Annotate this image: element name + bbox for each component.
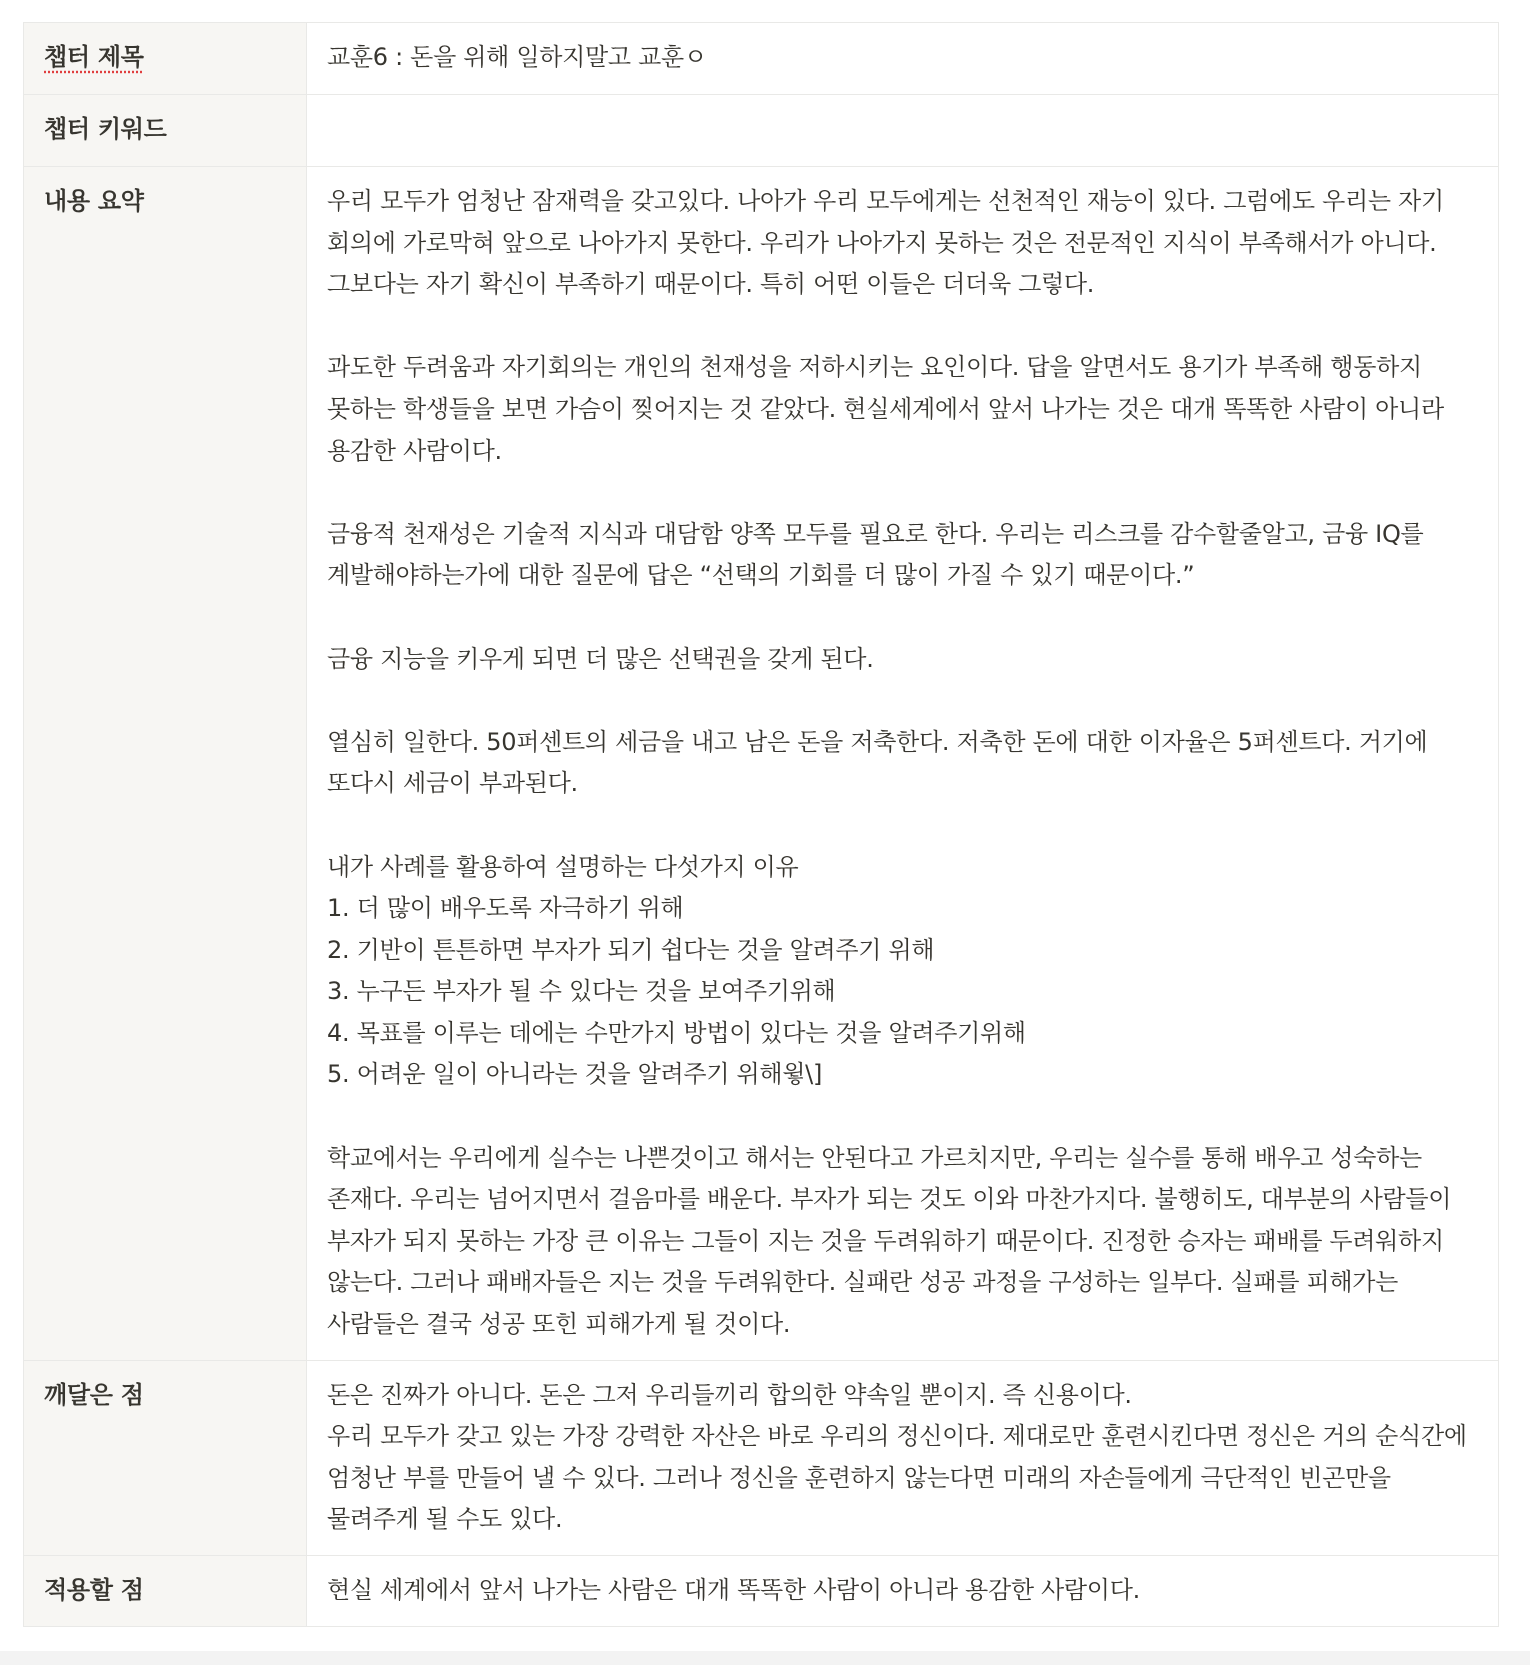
paragraph-gap [327, 805, 1480, 847]
application-value-cell[interactable] [307, 1556, 1499, 1627]
chapter-title-value: 교훈6 : 돈을 위해 일하지말고 교훈ㅇ [327, 43, 707, 71]
chapter-title-value-cell[interactable] [307, 23, 1499, 95]
summary-paragraph-4: 금융 지능을 키우게 되면 더 많은 선택권을 갖게 된다. [327, 644, 874, 673]
chapter-title-label [24, 23, 307, 95]
summary-list-item-1: 1. 더 많이 배우도록 자극하기 위해 [327, 894, 684, 923]
summary-list-item-2: 2. 기반이 튼튼하면 부자가 되기 쉽다는 것을 알려주기 위해 [327, 935, 935, 964]
paragraph-gap [327, 472, 1480, 514]
summary-paragraph-1: 우리 모두가 엄청난 잠재력을 갖고있다. 나아가 우리 모두에게는 선천적인 재능이 있다. 그럼에도 우리는 자기 회의에 가로막혀 앞으로 나아가지 못한다. 우리가 나아가지 못하는 것은 전문적인 지식이 부족해서가 아니다. 그보다는 자기 확신이 부족하기 때문이다. 특히 어떤 이들은 더더욱 그렇다. [327, 187, 1452, 299]
chapter-keyword-label [24, 95, 307, 167]
chapter-notes-table [23, 22, 1499, 1627]
table-row-summary [24, 167, 1499, 1361]
summary-paragraph-5: 열심히 일한다. 50퍼센트의 세금을 내고 남은 돈을 저축한다. 저축한 돈에 대한 이자율은 5퍼센트다. 거기에 또다시 세금이 부과된다. [327, 727, 1435, 798]
summary-list-intro: 내가 사례를 활용하여 설명하는 다섯가지 이유 [327, 852, 799, 881]
realization-label-text: 깨달은 점 [44, 1380, 144, 1409]
summary-list-item-3: 3. 누구든 부자가 될 수 있다는 것을 보여주기위해 [327, 977, 836, 1006]
realization-value-cell[interactable] [307, 1360, 1499, 1555]
summary-value-cell[interactable] [307, 167, 1499, 1361]
chapter-keyword-label-text: 챕터 키워드 [44, 115, 167, 143]
chapter-keyword-value-cell[interactable] [307, 95, 1499, 167]
application-label [24, 1556, 307, 1627]
paragraph-gap [327, 680, 1480, 722]
summary-paragraph-2: 과도한 두려움과 자기회의는 개인의 천재성을 저하시키는 요인이다. 답을 알면서도 용기가 부족해 행동하지 못하는 학생들을 보면 가슴이 찢어지는 것 같았다. 현실세계에서 앞서 나가는 것은 대개 똑똑한 사람이 아니라 용감한 사람이다. [327, 353, 1452, 465]
table-row-realization [24, 1360, 1499, 1555]
application-label-text: 적용할 점 [44, 1576, 144, 1604]
summary-label-text: 내용 요약 [44, 187, 144, 215]
realization-line-2: 우리 모두가 갖고 있는 가장 강력한 자산은 바로 우리의 정신이다. 제대로만 훈련시킨다면 정신은 거의 순식간에 엄청난 부를 만들어 낼 수 있다. 그러나 정신을 훈련하지 않는다면 미래의 자손들에게 극단적인 빈곤만을 물려주게 될 수도 있다. [327, 1422, 1475, 1534]
bottom-scroll-strip [0, 1651, 1530, 1665]
table-row-chapter-title [24, 23, 1499, 95]
realization-line-1: 돈은 진짜가 아니다. 돈은 그저 우리들끼리 합의한 약속일 뿐이지. 즉 신용이다. [327, 1380, 1132, 1409]
summary-paragraph-3: 금융적 천재성은 기술적 지식과 대담함 양쪽 모두를 필요로 한다. 우리는 리스크를 감수할줄알고, 금융 IQ를 계발해야하는가에 대한 질문에 답은 “선택의 기회를 더 많이 가질 수 있기 때문이다.” [327, 519, 1431, 590]
summary-label [24, 167, 307, 1361]
application-value: 현실 세계에서 앞서 나가는 사람은 대개 똑똑한 사람이 아니라 용감한 사람이다. [327, 1576, 1140, 1604]
realization-label [24, 1360, 307, 1555]
paragraph-gap [327, 1096, 1480, 1138]
table-row-application [24, 1556, 1499, 1627]
summary-closing-paragraph: 학교에서는 우리에게 실수는 나쁜것이고 해서는 안된다고 가르치지만, 우리는 실수를 통해 배우고 성숙하는 존재다. 우리는 넘어지면서 걸음마를 배운다. 부자가 되는 것도 이와 마찬가지다. 불행히도, 대부분의 사람들이 부자가 되지 못하는 가장 큰 이유는 그들이 지는 것을 두려워하기 때문이다. 진정한 승자는 패배를 두려워하지 않는다. 그러나 패배자들은 지는 것을 두려워한다. 실패란 성공 과정을 구성하는 일부다. 실패를 피해가는 사람들은 결국 성공 또힌 피해가게 될 것이다. [327, 1143, 1459, 1339]
summary-list-item-5: 5. 어려운 일이 아니라는 것을 알려주기 위해윟\] [327, 1060, 823, 1089]
chapter-title-label-text: 챕터 제목 [44, 43, 144, 71]
table-row-chapter-keyword [24, 95, 1499, 167]
summary-list-item-4: 4. 목표를 이루는 데에는 수만가지 방법이 있다는 것을 알려주기위해 [327, 1018, 1026, 1047]
paragraph-gap [327, 306, 1480, 348]
paragraph-gap [327, 597, 1480, 639]
